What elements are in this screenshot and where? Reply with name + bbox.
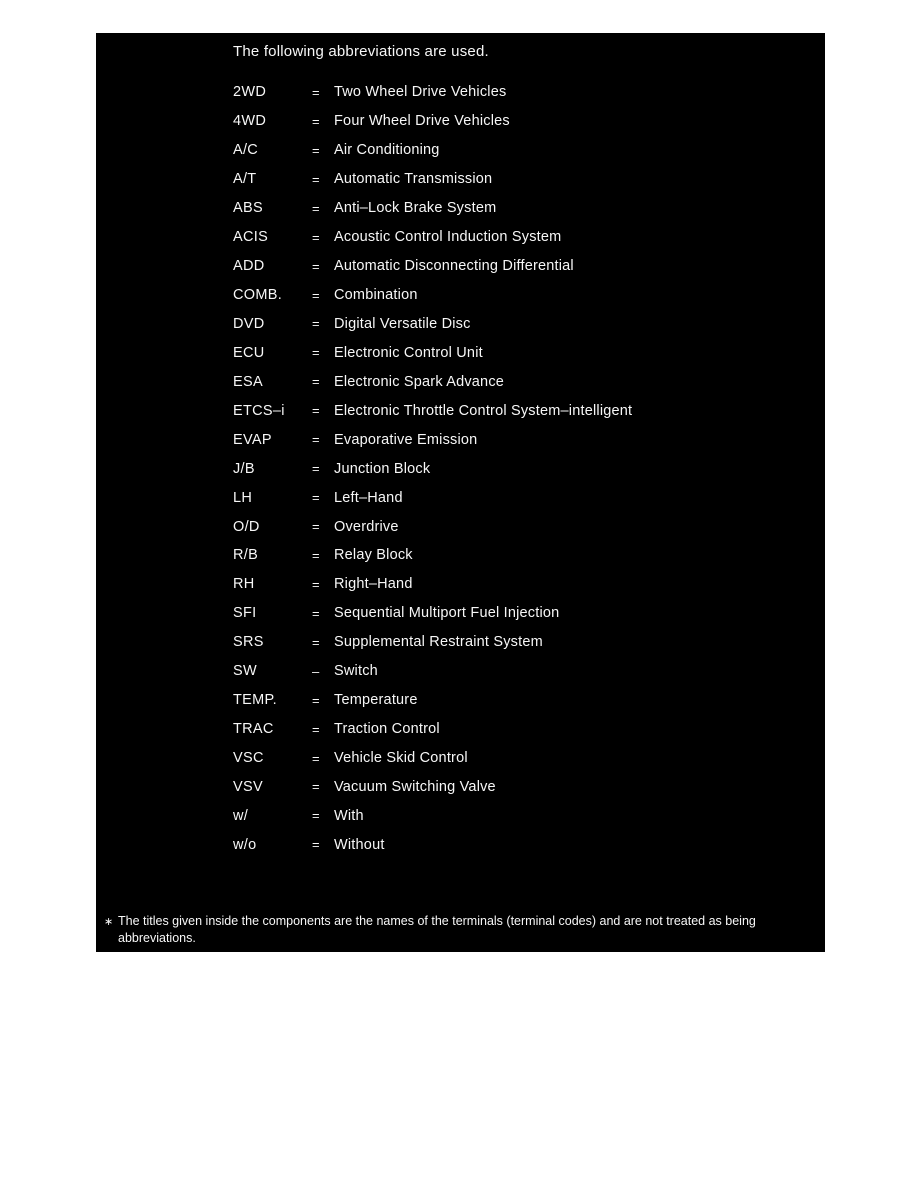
equals-sign: =: [312, 634, 320, 650]
abbreviation-code: ETCS–i: [233, 402, 285, 419]
abbreviation-row: [233, 223, 813, 252]
abbreviation-code: SFI: [233, 605, 257, 622]
abbreviation-row: [233, 773, 813, 802]
abbreviation-row: [233, 599, 813, 628]
abbreviation-code: J/B: [233, 460, 255, 477]
abbreviation-row: [233, 252, 813, 281]
abbreviation-row: [233, 194, 813, 223]
abbreviation-code: EVAP: [233, 431, 272, 448]
abbreviation-code: ECU: [233, 344, 265, 361]
equals-sign: =: [312, 837, 320, 853]
abbreviation-meaning: Electronic Throttle Control System–intelligent: [334, 402, 633, 419]
abbreviation-row: [233, 657, 813, 686]
abbreviation-meaning: Right–Hand: [334, 576, 413, 593]
abbreviation-code: 4WD: [233, 113, 267, 130]
abbreviation-meaning: Sequential Multiport Fuel Injection: [334, 605, 560, 622]
footnote-asterisk-marker: ∗: [104, 916, 114, 928]
equals-sign: =: [312, 200, 320, 216]
abbreviation-meaning: With: [334, 807, 364, 824]
abbreviation-code: ADD: [233, 258, 265, 275]
abbreviation-row: [233, 425, 813, 454]
abbreviation-row: [233, 512, 813, 541]
abbreviation-meaning: Temperature: [334, 692, 418, 709]
abbreviation-row: [233, 570, 813, 599]
abbreviation-code: DVD: [233, 315, 265, 332]
abbreviation-code: ESA: [233, 373, 263, 390]
footnote-line: The titles given inside the components are the names of the terminals (terminal codes) and are not treated as being: [118, 914, 756, 928]
equals-sign: =: [312, 692, 320, 708]
abbreviation-row: [233, 165, 813, 194]
abbreviation-row: [233, 396, 813, 425]
equals-sign: =: [312, 808, 320, 824]
abbreviation-row: [233, 628, 813, 657]
footnote-line: abbreviations.: [118, 931, 196, 945]
equals-sign: =: [312, 547, 320, 563]
abbreviation-row: [233, 744, 813, 773]
abbreviation-meaning: Air Conditioning: [334, 142, 440, 159]
equals-sign: =: [312, 750, 320, 766]
abbreviation-code: w/: [233, 807, 249, 824]
equals-sign: =: [312, 142, 320, 158]
abbreviation-row: [233, 338, 813, 367]
abbreviation-code: ACIS: [233, 229, 269, 246]
abbreviation-row: [233, 281, 813, 310]
equals-sign: =: [312, 576, 320, 592]
abbreviation-meaning: Acoustic Control Induction System: [334, 229, 562, 246]
intro-text: The following abbreviations are used.: [233, 43, 489, 60]
abbreviation-meaning: Left–Hand: [334, 489, 403, 506]
abbreviation-row: [233, 686, 813, 715]
abbreviation-meaning: Digital Versatile Disc: [334, 315, 471, 332]
abbreviation-code: ABS: [233, 200, 263, 217]
equals-sign: =: [312, 113, 320, 129]
abbreviation-meaning: Relay Block: [334, 547, 413, 564]
abbreviation-meaning: Automatic Disconnecting Differential: [334, 258, 574, 275]
abbreviation-meaning: Without: [334, 836, 385, 853]
abbreviation-code: O/D: [233, 518, 260, 535]
equals-sign: =: [312, 287, 320, 303]
equals-sign: =: [312, 229, 320, 245]
abbreviation-code: A/T: [233, 171, 257, 188]
abbreviation-row: [233, 78, 813, 107]
abbreviation-list: [233, 78, 813, 859]
abbreviation-meaning: Evaporative Emission: [334, 431, 478, 448]
abbreviation-meaning: Vehicle Skid Control: [334, 750, 468, 767]
equals-sign: =: [312, 721, 320, 737]
equals-sign: =: [312, 432, 320, 448]
abbreviation-row: [233, 107, 813, 136]
equals-sign: =: [312, 258, 320, 274]
abbreviation-row: [233, 454, 813, 483]
equals-sign: =: [312, 171, 320, 187]
abbreviation-meaning: Supplemental Restraint System: [334, 634, 543, 651]
abbreviation-row: [233, 801, 813, 830]
abbreviation-code: COMB.: [233, 287, 283, 304]
equals-sign: =: [312, 519, 320, 535]
equals-sign: =: [312, 461, 320, 477]
abbreviation-meaning: Two Wheel Drive Vehicles: [334, 84, 507, 101]
equals-sign: =: [312, 316, 320, 332]
abbreviation-code: TEMP.: [233, 692, 277, 709]
equals-sign: =: [312, 605, 320, 621]
abbreviation-row: [233, 541, 813, 570]
abbreviation-meaning: Junction Block: [334, 460, 431, 477]
equals-sign: =: [312, 490, 320, 506]
abbreviation-meaning: Overdrive: [334, 518, 399, 535]
abbreviation-code: SW: [233, 663, 257, 680]
abbreviation-row: [233, 483, 813, 512]
abbreviation-code: RH: [233, 576, 255, 593]
abbreviation-meaning: Switch: [334, 663, 378, 680]
abbreviation-code: w/o: [233, 836, 257, 853]
abbreviation-meaning: Traction Control: [334, 721, 440, 738]
abbreviation-row: [233, 367, 813, 396]
footnote-text: [118, 913, 816, 947]
abbreviation-row: [233, 136, 813, 165]
abbreviation-row: [233, 310, 813, 339]
equals-sign: =: [312, 345, 320, 361]
abbreviation-code: VSV: [233, 778, 263, 795]
abbreviation-meaning: Anti–Lock Brake System: [334, 200, 497, 217]
abbreviation-panel: [96, 33, 825, 952]
abbreviation-code: VSC: [233, 750, 264, 767]
abbreviation-code: LH: [233, 489, 253, 506]
abbreviation-code: 2WD: [233, 84, 267, 101]
equals-sign: =: [312, 84, 320, 100]
abbreviation-code: R/B: [233, 547, 259, 564]
equals-sign: =: [312, 374, 320, 390]
footnote: [104, 913, 816, 947]
abbreviation-meaning: Electronic Control Unit: [334, 344, 483, 361]
abbreviation-meaning: Vacuum Switching Valve: [334, 778, 496, 795]
abbreviation-meaning: Automatic Transmission: [334, 171, 493, 188]
equals-sign: =: [312, 779, 320, 795]
abbreviation-meaning: Combination: [334, 287, 418, 304]
equals-sign: –: [312, 663, 320, 679]
abbreviation-code: SRS: [233, 634, 264, 651]
abbreviation-row: [233, 830, 813, 859]
abbreviation-code: TRAC: [233, 721, 274, 738]
abbreviation-row: [233, 715, 813, 744]
equals-sign: =: [312, 403, 320, 419]
abbreviation-meaning: Electronic Spark Advance: [334, 373, 505, 390]
abbreviation-meaning: Four Wheel Drive Vehicles: [334, 113, 510, 130]
abbreviation-code: A/C: [233, 142, 259, 159]
